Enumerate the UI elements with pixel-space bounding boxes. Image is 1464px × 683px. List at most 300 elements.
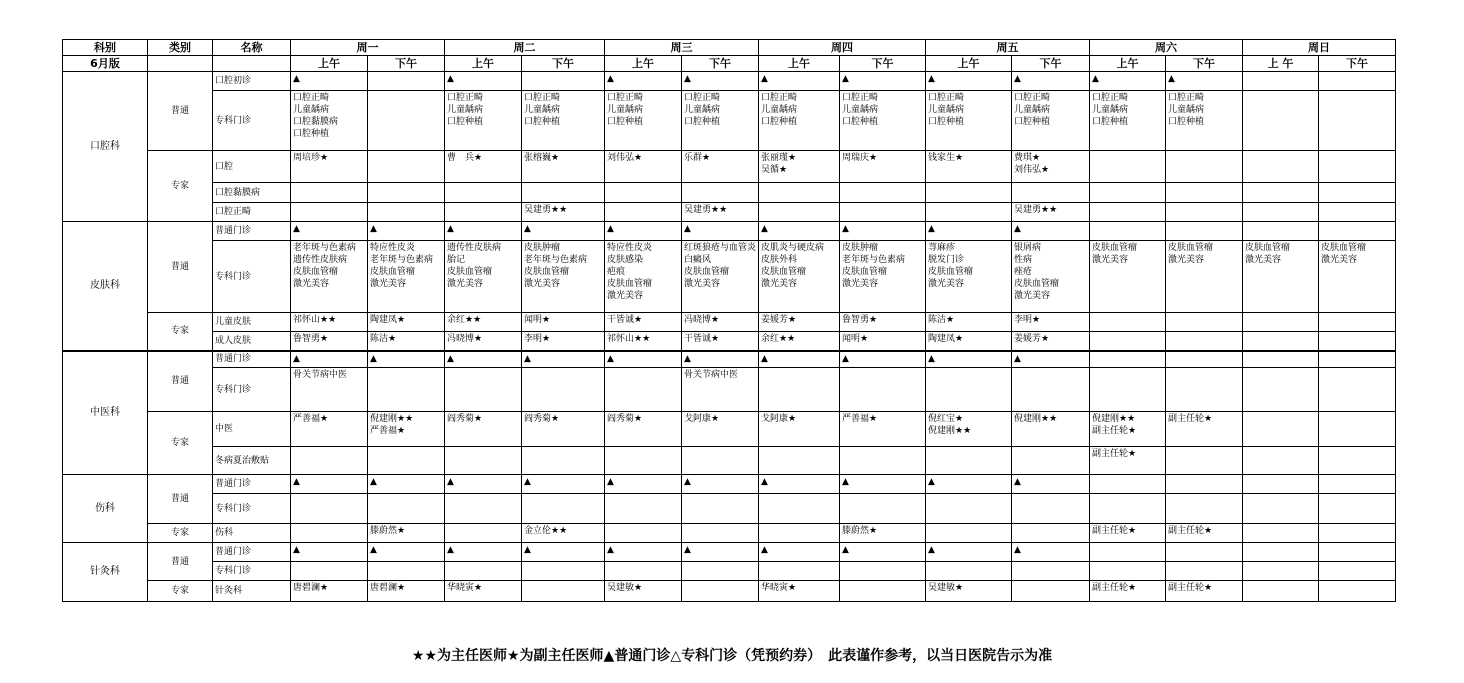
schedule-cell: 刘伟弘★ (605, 151, 682, 183)
schedule-cell: ▲ (291, 72, 368, 91)
ampm-header: 上午 (445, 56, 522, 72)
clinic-name-cell: 针灸科 (213, 581, 291, 602)
schedule-cell (1319, 151, 1396, 183)
category-cell: 专家 (148, 313, 213, 351)
schedule-cell: 口腔正畸 儿童龋病 口腔种植 (840, 91, 926, 151)
schedule-cell: ▲ (522, 351, 605, 368)
schedule-cell: 皮肤血管瘤 激光美容 (1166, 241, 1243, 313)
schedule-cell (1319, 368, 1396, 412)
table-row (63, 203, 1396, 222)
clinic-name-cell: 专科门诊 (213, 368, 291, 412)
schedule-cell (1243, 203, 1319, 222)
dept-cell: 针灸科 (63, 543, 148, 602)
schedule-cell (445, 203, 522, 222)
clinic-name-cell: 口腔黏膜病 (213, 183, 291, 203)
edition-label: 6月版 (63, 56, 148, 72)
schedule-cell (291, 203, 368, 222)
schedule-cell: ▲ (759, 475, 840, 494)
schedule-cell: 唐碧澜★ (291, 581, 368, 602)
table-row (63, 351, 1396, 368)
table-row (63, 72, 1396, 91)
day-header: 周五 (926, 40, 1090, 56)
schedule-cell (1319, 203, 1396, 222)
schedule-cell: 老年斑与色素病 遗传性皮肤病 皮肤血管瘤 激光美容 (291, 241, 368, 313)
schedule-cell (1166, 332, 1243, 351)
schedule-cell: ▲ (368, 222, 445, 241)
schedule-cell: ▲ (1166, 72, 1243, 91)
schedule-cell: 华晓寅★ (445, 581, 522, 602)
schedule-cell: 李明★ (522, 332, 605, 351)
category-cell: 普通 (148, 72, 213, 151)
schedule-cell (1012, 368, 1090, 412)
clinic-name-cell: 伤科 (213, 524, 291, 543)
ampm-header: 下午 (1319, 56, 1396, 72)
schedule-cell: ▲ (682, 543, 759, 562)
schedule-cell: 口腔正畸 儿童龋病 口腔种植 (445, 91, 522, 151)
schedule-cell: 吴建勇★★ (522, 203, 605, 222)
dept-cell: 中医科 (63, 351, 148, 475)
schedule-cell (605, 447, 682, 475)
schedule-cell: ▲ (445, 543, 522, 562)
schedule-cell (926, 447, 1012, 475)
schedule-cell: 华晓寅★ (759, 581, 840, 602)
table-row (63, 447, 1396, 475)
day-header: 周一 (291, 40, 445, 56)
schedule-cell (1319, 222, 1396, 241)
schedule-cell (1166, 494, 1243, 524)
schedule-cell (1090, 494, 1166, 524)
schedule-cell (1319, 332, 1396, 351)
schedule-cell (926, 494, 1012, 524)
schedule-cell: 金立伦★★ (522, 524, 605, 543)
schedule-cell (1319, 581, 1396, 602)
schedule-cell (840, 494, 926, 524)
schedule-cell (1243, 412, 1319, 447)
schedule-cell: 骨关节病中医 (291, 368, 368, 412)
category-cell: 专家 (148, 524, 213, 543)
schedule-cell (605, 368, 682, 412)
schedule-cell (759, 524, 840, 543)
schedule-cell (1319, 72, 1396, 91)
schedule-cell (1243, 351, 1319, 368)
schedule-cell (1243, 494, 1319, 524)
schedule-cell (1090, 332, 1166, 351)
schedule-cell (682, 494, 759, 524)
schedule-cell (926, 524, 1012, 543)
schedule-cell (1166, 447, 1243, 475)
schedule-cell (1243, 543, 1319, 562)
schedule-cell: 余红★★ (445, 313, 522, 332)
schedule-cell (1090, 351, 1166, 368)
day-header: 周日 (1243, 40, 1396, 56)
schedule-cell: 阎秀菊★ (605, 412, 682, 447)
schedule-cell: 余红★★ (759, 332, 840, 351)
schedule-cell (1243, 581, 1319, 602)
schedule-cell (759, 494, 840, 524)
schedule-cell (1319, 543, 1396, 562)
table-row (63, 183, 1396, 203)
clinic-name-cell: 专科门诊 (213, 91, 291, 151)
schedule-cell (1090, 313, 1166, 332)
clinic-name-cell: 冬病夏治敷贴 (213, 447, 291, 475)
schedule-cell (1319, 447, 1396, 475)
ampm-header: 上午 (759, 56, 840, 72)
schedule-cell (926, 203, 1012, 222)
schedule-cell (1319, 494, 1396, 524)
schedule-cell: ▲ (445, 475, 522, 494)
schedule-cell: 姜媛芳★ (1012, 332, 1090, 351)
clinic-name-cell: 普通门诊 (213, 222, 291, 241)
schedule-cell: 口腔正畸 儿童龋病 口腔种植 (605, 91, 682, 151)
schedule-cell: ▲ (759, 72, 840, 91)
schedule-cell: 倪建刚★★ 副主任轮★ (1090, 412, 1166, 447)
schedule-cell: ▲ (926, 475, 1012, 494)
table-row (63, 562, 1396, 581)
ampm-header: 下午 (682, 56, 759, 72)
table-row (63, 313, 1396, 332)
schedule-cell: ▲ (926, 222, 1012, 241)
ampm-header: 上 午 (1243, 56, 1319, 72)
schedule-cell (759, 562, 840, 581)
schedule-cell: 姜媛芳★ (759, 313, 840, 332)
schedule-cell: 严善福★ (840, 412, 926, 447)
schedule-cell: 副主任轮★ (1166, 524, 1243, 543)
schedule-cell: 皮肤肿瘤 老年斑与色素病 皮肤血管瘤 激光美容 (840, 241, 926, 313)
schedule-cell: 陶建凤★ (368, 313, 445, 332)
schedule-cell (840, 368, 926, 412)
table-row (63, 368, 1396, 412)
schedule-cell: ▲ (522, 222, 605, 241)
schedule-cell: 口腔正畸 儿童龋病 口腔种植 (682, 91, 759, 151)
schedule-cell (1243, 72, 1319, 91)
schedule-cell: 特应性皮炎 老年斑与色素病 皮肤血管瘤 激光美容 (368, 241, 445, 313)
schedule-cell (1166, 368, 1243, 412)
schedule-cell: 皮肌炎与硬皮病 皮肤外科 皮肤血管瘤 激光美容 (759, 241, 840, 313)
schedule-cell (1090, 222, 1166, 241)
schedule-cell: ▲ (840, 475, 926, 494)
schedule-cell (368, 447, 445, 475)
schedule-cell (605, 203, 682, 222)
schedule-cell: ▲ (759, 351, 840, 368)
schedule-cell (445, 368, 522, 412)
schedule-cell: 荨麻疹 脱发门诊 皮肤血管瘤 激光美容 (926, 241, 1012, 313)
schedule-cell (1243, 562, 1319, 581)
schedule-cell: ▲ (840, 72, 926, 91)
col-header-name: 名称 (213, 40, 291, 56)
schedule-cell (1243, 313, 1319, 332)
schedule-cell (522, 368, 605, 412)
ampm-header: 下午 (840, 56, 926, 72)
schedule-cell (1166, 543, 1243, 562)
schedule-cell (1090, 562, 1166, 581)
schedule-cell (368, 368, 445, 412)
schedule-cell: 周瑞庆★ (840, 151, 926, 183)
ampm-header: 上午 (1090, 56, 1166, 72)
schedule-body (63, 40, 1396, 602)
header-row-ampm (63, 56, 1396, 72)
schedule-cell: ▲ (840, 351, 926, 368)
day-header: 周二 (445, 40, 605, 56)
schedule-cell (1243, 475, 1319, 494)
schedule-cell (1243, 91, 1319, 151)
schedule-cell: ▲ (1012, 475, 1090, 494)
schedule-cell (368, 91, 445, 151)
schedule-cell: 闻明★ (840, 332, 926, 351)
category-cell: 普通 (148, 222, 213, 313)
schedule-cell: 张榕巍★ (522, 151, 605, 183)
ampm-header: 上午 (926, 56, 1012, 72)
schedule-cell: ▲ (445, 351, 522, 368)
schedule-cell (445, 494, 522, 524)
table-row (63, 475, 1396, 494)
schedule-cell (605, 524, 682, 543)
schedule-cell (368, 203, 445, 222)
col-header-dept: 科别 (63, 40, 148, 56)
schedule-cell (1090, 475, 1166, 494)
ampm-header: 下午 (1166, 56, 1243, 72)
schedule-cell (1166, 313, 1243, 332)
schedule-cell: 倪建刚★★ 严善福★ (368, 412, 445, 447)
clinic-name-cell: 普通门诊 (213, 351, 291, 368)
schedule-cell: ▲ (291, 475, 368, 494)
schedule-cell (1319, 412, 1396, 447)
schedule-cell (1166, 183, 1243, 203)
table-row (63, 222, 1396, 241)
schedule-cell (759, 368, 840, 412)
schedule-cell: 滕蔚然★ (840, 524, 926, 543)
schedule-cell: 皮肤血管瘤 激光美容 (1319, 241, 1396, 313)
schedule-cell (1319, 351, 1396, 368)
schedule-cell: 骨关节病中医 (682, 368, 759, 412)
category-cell: 专家 (148, 151, 213, 222)
schedule-cell: 祁怀山★★ (291, 313, 368, 332)
schedule-cell: 副主任轮★ (1090, 581, 1166, 602)
schedule-cell: 皮肤肿瘤 老年斑与色素病 皮肤血管瘤 激光美容 (522, 241, 605, 313)
schedule-cell: ▲ (605, 475, 682, 494)
schedule-cell: 副主任轮★ (1090, 447, 1166, 475)
schedule-cell (840, 581, 926, 602)
schedule-cell: 副主任轮★ (1166, 412, 1243, 447)
schedule-cell: ▲ (445, 222, 522, 241)
schedule-cell: 口腔正畸 儿童龋病 口腔种植 (522, 91, 605, 151)
table-row (63, 241, 1396, 313)
schedule-cell: 皮肤血管瘤 激光美容 (1090, 241, 1166, 313)
schedule-cell: ▲ (291, 351, 368, 368)
clinic-name-cell: 口腔 (213, 151, 291, 183)
schedule-cell: 唐碧澜★ (368, 581, 445, 602)
schedule-cell: ▲ (759, 222, 840, 241)
schedule-cell (840, 562, 926, 581)
schedule-cell: 红斑狼疮与血管炎 白癜风 皮肤血管瘤 激光美容 (682, 241, 759, 313)
schedule-cell: ▲ (605, 72, 682, 91)
schedule-cell: 副主任轮★ (1090, 524, 1166, 543)
schedule-cell (1319, 524, 1396, 543)
schedule-cell: 口腔正畸 儿童龋病 口腔种植 (1012, 91, 1090, 151)
schedule-cell (682, 447, 759, 475)
schedule-cell (759, 183, 840, 203)
schedule-cell (1012, 183, 1090, 203)
schedule-cell (291, 562, 368, 581)
schedule-cell (368, 183, 445, 203)
table-row (63, 412, 1396, 447)
schedule-cell (926, 183, 1012, 203)
ampm-header: 下午 (522, 56, 605, 72)
category-cell: 专家 (148, 581, 213, 602)
schedule-cell (368, 562, 445, 581)
schedule-cell (445, 183, 522, 203)
schedule-cell: 闻明★ (522, 313, 605, 332)
category-cell: 普通 (148, 543, 213, 581)
schedule-cell: ▲ (605, 351, 682, 368)
table-row (63, 332, 1396, 351)
clinic-name-cell: 口腔初诊 (213, 72, 291, 91)
schedule-cell (605, 494, 682, 524)
clinic-name-cell: 儿童皮肤 (213, 313, 291, 332)
schedule-cell (1319, 475, 1396, 494)
schedule-cell: ▲ (1012, 72, 1090, 91)
schedule-cell (759, 447, 840, 475)
schedule-cell: 费琪★ 刘伟弘★ (1012, 151, 1090, 183)
schedule-cell (368, 151, 445, 183)
schedule-cell: 倪建刚★★ (1012, 412, 1090, 447)
schedule-cell (759, 203, 840, 222)
schedule-cell (1243, 222, 1319, 241)
schedule-cell: 周培珍★ (291, 151, 368, 183)
schedule-cell: ▲ (522, 475, 605, 494)
schedule-cell: ▲ (605, 543, 682, 562)
header-row-days (63, 40, 1396, 56)
schedule-cell (1243, 524, 1319, 543)
schedule-cell (1166, 151, 1243, 183)
schedule-cell: 滕蔚然★ (368, 524, 445, 543)
schedule-cell (1166, 203, 1243, 222)
schedule-cell (926, 368, 1012, 412)
schedule-cell: 口腔正畸 儿童龋病 口腔种植 (1166, 91, 1243, 151)
schedule-cell (1090, 151, 1166, 183)
schedule-cell: 鲁智勇★ (291, 332, 368, 351)
schedule-cell (1012, 494, 1090, 524)
schedule-cell (840, 447, 926, 475)
blank-cell (148, 56, 213, 72)
schedule-cell: 乐群★ (682, 151, 759, 183)
schedule-cell: 吴建敏★ (605, 581, 682, 602)
schedule-cell: 皮肤血管瘤 激光美容 (1243, 241, 1319, 313)
schedule-cell (522, 183, 605, 203)
schedule-cell: ▲ (926, 351, 1012, 368)
schedule-cell (605, 562, 682, 581)
schedule-cell: 陈洁★ (926, 313, 1012, 332)
col-header-category: 类别 (148, 40, 213, 56)
schedule-cell: 鲁智勇★ (840, 313, 926, 332)
schedule-cell: ▲ (840, 222, 926, 241)
schedule-cell (1012, 581, 1090, 602)
table-row (63, 494, 1396, 524)
schedule-cell: 银屑病 性病 痤疮 皮肤血管瘤 激光美容 (1012, 241, 1090, 313)
schedule-cell: 阎秀菊★ (522, 412, 605, 447)
schedule-cell: ▲ (1012, 351, 1090, 368)
schedule-cell (522, 562, 605, 581)
schedule-cell: ▲ (682, 351, 759, 368)
schedule-cell: ▲ (368, 543, 445, 562)
schedule-cell: ▲ (759, 543, 840, 562)
schedule-cell: ▲ (368, 475, 445, 494)
schedule-cell: 吴建勇★★ (682, 203, 759, 222)
schedule-cell (1166, 562, 1243, 581)
schedule-cell: 特应性皮炎 皮肤感染 疤痕 皮肤血管瘤 激光美容 (605, 241, 682, 313)
schedule-cell: 吴建勇★★ (1012, 203, 1090, 222)
schedule-cell: ▲ (605, 222, 682, 241)
schedule-cell: ▲ (926, 72, 1012, 91)
day-header: 周四 (759, 40, 926, 56)
schedule-cell (522, 447, 605, 475)
schedule-cell (522, 72, 605, 91)
schedule-cell: 口腔正畸 儿童龋病 口腔种植 (926, 91, 1012, 151)
clinic-name-cell: 专科门诊 (213, 494, 291, 524)
schedule-cell (682, 183, 759, 203)
schedule-cell (291, 447, 368, 475)
schedule-cell (1090, 203, 1166, 222)
schedule-cell: 陶建凤★ (926, 332, 1012, 351)
clinic-name-cell: 专科门诊 (213, 562, 291, 581)
schedule-cell (291, 524, 368, 543)
dept-cell: 皮肤科 (63, 222, 148, 351)
schedule-cell: ▲ (445, 72, 522, 91)
schedule-cell (1012, 447, 1090, 475)
schedule-cell: 严善福★ (291, 412, 368, 447)
schedule-cell: 遗传性皮肤病 胎记 皮肤血管瘤 激光美容 (445, 241, 522, 313)
ampm-header: 下午 (368, 56, 445, 72)
schedule-cell (1319, 313, 1396, 332)
schedule-cell: ▲ (840, 543, 926, 562)
ampm-header: 上午 (291, 56, 368, 72)
schedule-table (62, 39, 1396, 602)
schedule-cell (840, 183, 926, 203)
category-cell: 专家 (148, 412, 213, 475)
day-header: 周三 (605, 40, 759, 56)
schedule-cell (1090, 543, 1166, 562)
schedule-cell (1090, 183, 1166, 203)
schedule-cell: ▲ (291, 543, 368, 562)
schedule-cell: ▲ (682, 72, 759, 91)
clinic-name-cell: 普通门诊 (213, 543, 291, 562)
schedule-cell: 冯晓博★ (445, 332, 522, 351)
schedule-cell: 戈阿康★ (759, 412, 840, 447)
table-row (63, 151, 1396, 183)
schedule-cell: ▲ (368, 351, 445, 368)
schedule-cell: ▲ (1090, 72, 1166, 91)
schedule-cell (682, 524, 759, 543)
clinic-name-cell: 专科门诊 (213, 241, 291, 313)
schedule-cell: 曹 兵★ (445, 151, 522, 183)
schedule-cell (1090, 368, 1166, 412)
schedule-cell (682, 562, 759, 581)
legend-footer: ★★为主任医师★为副主任医师▲普通门诊△专科门诊（凭预约券） 此表谨作参考，以当日医院告示为准 (411, 648, 1053, 664)
schedule-cell (1166, 475, 1243, 494)
schedule-cell (1166, 351, 1243, 368)
schedule-cell (368, 72, 445, 91)
schedule-cell: ▲ (682, 475, 759, 494)
schedule-cell: ▲ (926, 543, 1012, 562)
schedule-cell: 陈洁★ (368, 332, 445, 351)
category-cell: 普通 (148, 475, 213, 524)
schedule-cell: ▲ (522, 543, 605, 562)
schedule-cell (445, 447, 522, 475)
schedule-cell (926, 562, 1012, 581)
schedule-cell: 李明★ (1012, 313, 1090, 332)
clinic-name-cell: 成人皮肤 (213, 332, 291, 351)
schedule-cell (522, 494, 605, 524)
schedule-cell: 祁怀山★★ (605, 332, 682, 351)
